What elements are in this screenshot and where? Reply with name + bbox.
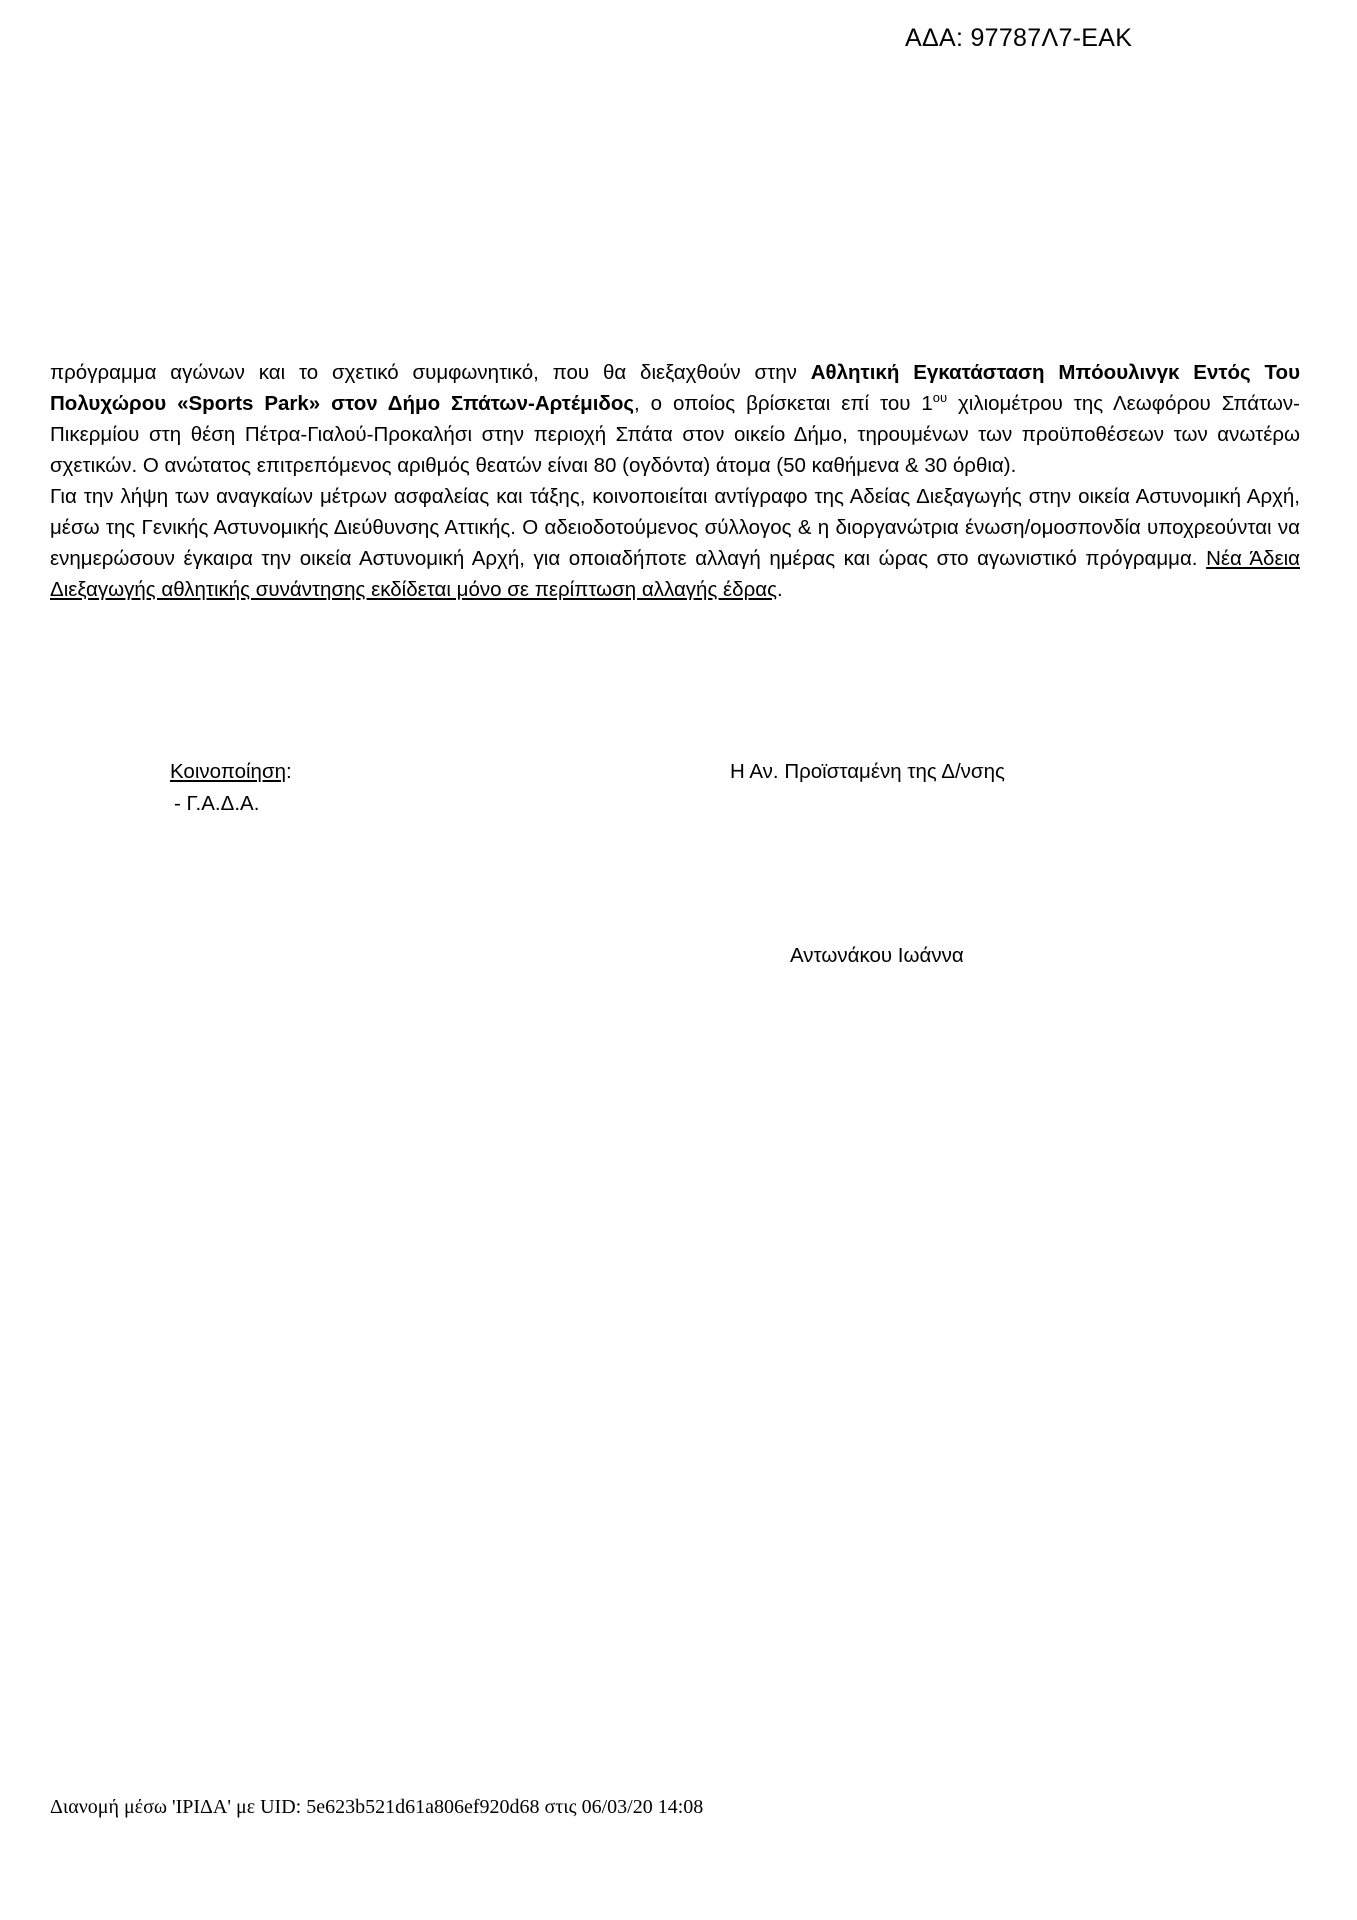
text-segment: , ο οποίος βρίσκεται επί του 1 (634, 392, 933, 415)
text-segment: χιλιομέτρου της Λεωφόρου Σπάτων-Πικερμίου στη θέση Πέτρα-Γιαλού-Προκαλήσι στην περιοχή Σπάτα στον οικείο Δήμο, τηρουμένων των προϋποθέσεων των ανωτέρω σχετικών. Ο ανώτατος επιτρεπόμενος αριθμός θεατών είναι 80 (ογδόντα) άτομα (50 καθήμενα & 30 όρθια). (50, 392, 1300, 477)
superscript-ordinal: ου (932, 390, 948, 405)
distribution-label (170, 760, 292, 784)
paragraph-safety-notice (50, 481, 1300, 605)
distribution-label-text: Κοινοποίηση (170, 760, 287, 783)
text-segment: πρόγραμμα αγώνων και το σχετικό συμφωνητικό, που θα διεξαχθούν στην (50, 361, 811, 384)
distribution-footer: Διανομή μέσω 'ΙΡΙΔΑ' με UID: 5e623b521d61a806ef920d68 στις 06/03/20 14:08 (50, 1796, 704, 1818)
text-segment: Για την λήψη των αναγκαίων μέτρων ασφαλείας και τάξης, κοινοποιείται αντίγραφο της Αδείας Διεξαγωγής στην οικεία Αστυνομική Αρχή, μέσω της Γενικής Αστυνομικής Διεύθυνσης Αττικής. Ο αδειοδοτούμενος σύλλογος & η διοργανώτρια ένωση/ομοσπονδία υποχρεούνται να ενημερώσουν έγκαιρα την οικεία Αστυνομική Αρχή, για οποιαδήποτε αλλαγή ημέρας και ώρας στο αγωνιστικό πρόγραμμα. (50, 485, 1300, 570)
document-body (50, 357, 1300, 605)
distribution-item: - Γ.Α.Δ.Α. (174, 792, 260, 815)
underlined-notice: Νέα Άδεια Διεξαγωγής αθλητικής συνάντησης εκδίδεται μόνο σε περίπτωση αλλαγής έδρας (50, 547, 1301, 601)
paragraph-permit-details (50, 357, 1300, 481)
signature-name: Αντωνάκου Ιωάννα (790, 944, 964, 967)
venue-name: Αθλητική Εγκατάσταση Μπόουλινγκ Εντός Του Πολυχώρου «Sports Park» στον Δήμο Σπάτων-Αρτέμιδος (50, 361, 1300, 415)
signature-title: Η Αν. Προϊσταμένη της Δ/νσης (730, 760, 1005, 783)
ada-code: ΑΔΑ: 97787Λ7-ΕΑΚ (905, 24, 1133, 52)
distribution-colon: : (286, 760, 292, 783)
text-segment: . (776, 578, 783, 601)
